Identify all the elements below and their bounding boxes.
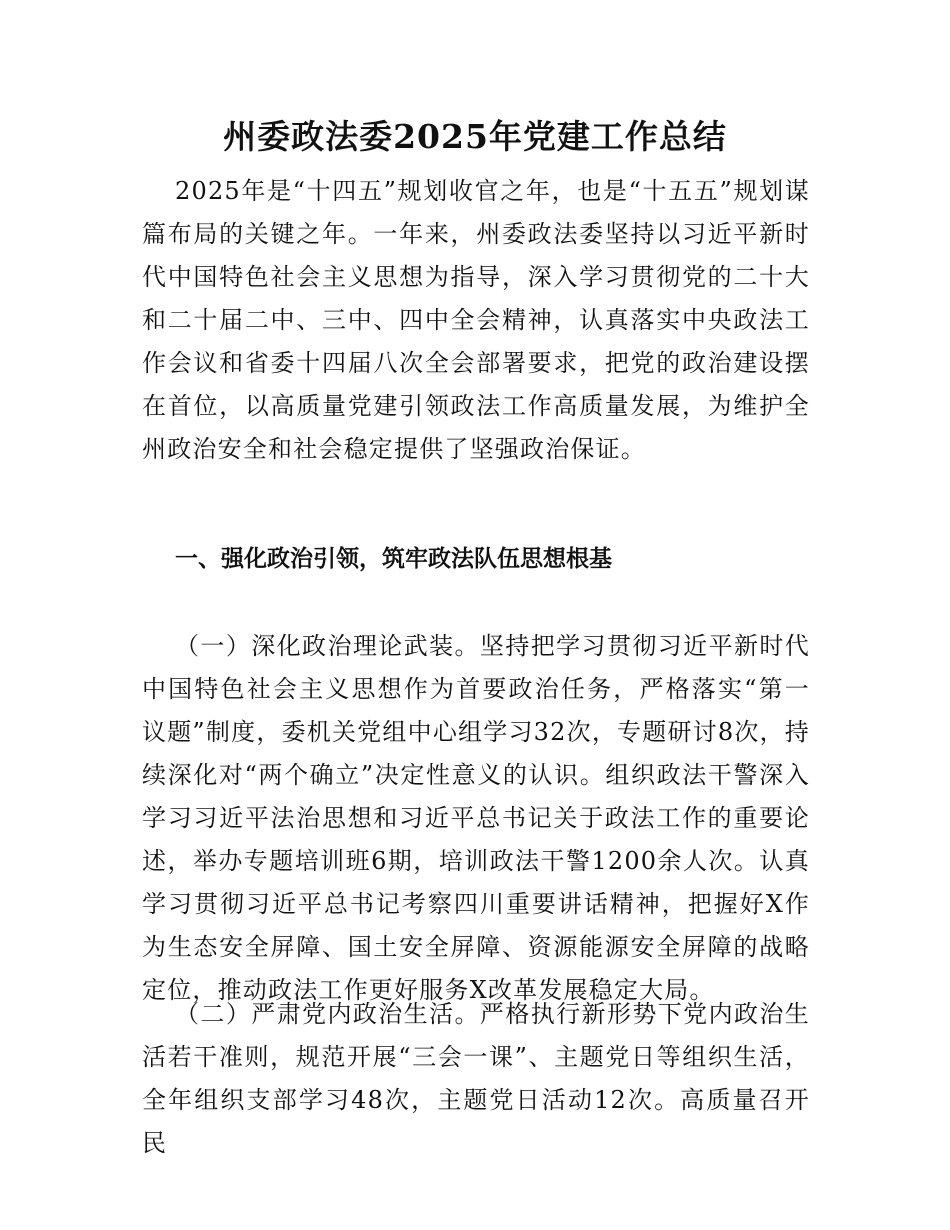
item-2-lead: （二）严肃党内政治生活。: [175, 1000, 480, 1028]
paragraph-item-2: [142, 993, 810, 1165]
paragraph-item-1: [142, 625, 810, 1012]
item-1-lead: （一）深化政治理论武装。: [175, 632, 480, 660]
intro-paragraph: 2025年是“十四五”规划收官之年，也是“十五五”规划谋篇布局的关键之年。一年来，州委政法委坚持以习近平新时代中国特色社会主义思想为指导，深入学习贯彻党的二十大和二十届二中、三中、四中全会精神，认真落实中央政法工作会议和省委十四届八次全会部署要求，把党的政治建设摆在首位，以高质量党建引领政法工作高质量发展，为维护全州政治安全和社会稳定提供了坚强政治保证。: [142, 177, 810, 463]
item-1-text: 坚持把学习贯彻习近平新时代中国特色社会主义思想作为首要政治任务，严格落实“第一议题”制度，委机关党组中心组学习32次，专题研讨8次，持续深化对“两个确立”决定性意义的认识。组织政法干警深入学习习近平法治思想和习近平总书记关于政法工作的重要论述，举办专题培训班6期，培训政法干警1200余人次。认真学习贯彻习近平总书记考察四川重要讲话精神，把握好X作为生态安全屏障、国土安全屏障、资源能源安全屏障的战略定位，推动政法工作更好服务X改革发展稳定大局。: [142, 632, 810, 1004]
document-title: 州委政法委2025年党建工作总结: [223, 117, 727, 156]
item-2-text: 严格执行新形势下党内政治生活若干准则，规范开展“三会一课”、主题党日等组织生活，全年组织支部学习48次，主题党日活动12次。高质量召开民: [142, 1000, 810, 1157]
section-heading: 一、强化政治引领，筑牢政法队伍思想根基: [175, 546, 612, 572]
